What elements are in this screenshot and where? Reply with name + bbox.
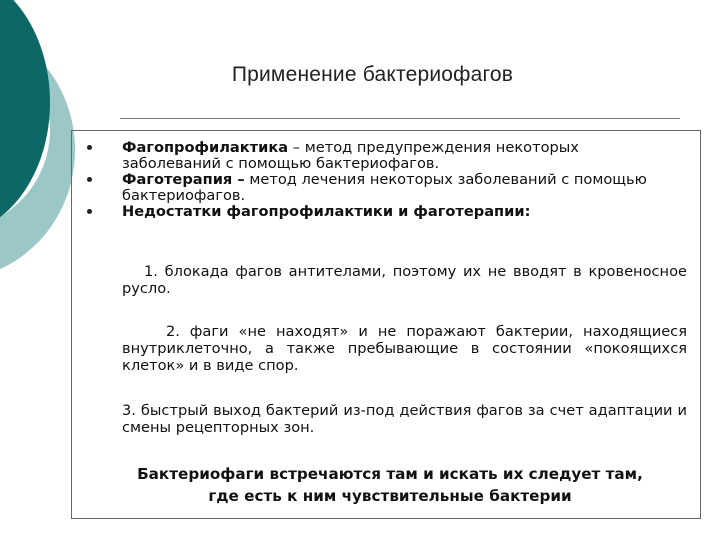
bullet-item [78, 140, 678, 172]
bullet-term: Фагопрофилактика [122, 139, 289, 156]
conclusion-line-2: где есть к ним чувствительные бактерии [208, 487, 572, 505]
bullet-dot [87, 177, 92, 182]
bullet-text: – метод предупреждения некоторых заболеваний с помощью бактериофагов. [122, 139, 579, 172]
bullet-text: метод лечения некоторых заболеваний с помощью бактериофагов. [122, 171, 647, 204]
bullet-list [78, 140, 678, 220]
bullet-term: Недостатки фагопрофилактики и фаготерапии: [122, 203, 531, 220]
conclusion-line-1: Бактериофаги встречаются там и искать их следует там, [137, 465, 643, 483]
point-2: 2. фаги «не находят» и не поражают бактерии, находящиеся внутриклеточно, а также пребывающие в состоянии «покоящихся клеток» и в виде спор. [122, 323, 687, 374]
bullet-item [78, 204, 678, 220]
slide-title: Применение бактериофагов [231, 63, 514, 86]
title-divider [120, 118, 680, 119]
bullet-term: Фаготерапия – [122, 171, 245, 188]
conclusion [90, 463, 690, 507]
point-3: 3. быстрый выход бактерий из-под действия фагов за счет адаптации и смены рецепторных зон. [122, 402, 687, 436]
point-1: 1. блокада фагов антителами, поэтому их не вводят в кровеносное русло. [122, 263, 687, 297]
bullet-dot [87, 209, 92, 214]
bullet-dot [87, 145, 92, 150]
bullet-item [78, 172, 678, 204]
